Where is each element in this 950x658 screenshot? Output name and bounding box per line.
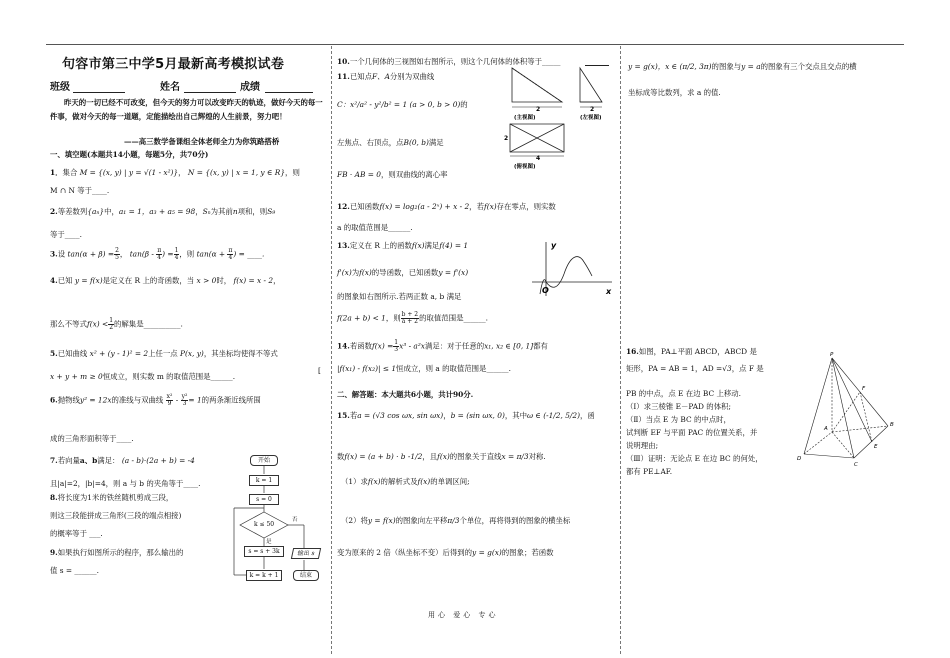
q1: 1．集合 M = {(x, y) | y = √(1 - x²)}， N = {(x, y) | x = 1, y ∈ R}，则 [50,168,300,177]
q11-eq: C：x²/a² - y²/b² = 1 (a > 0, b > 0)的 [337,100,468,109]
q9: 9.如果执行如图所示的程序，那么输出的 [50,548,184,557]
q1-set-n: N = {(x, y) | x = 1, y ∈ R} [187,168,286,177]
class-blank [73,92,125,93]
q9-line2: 值 s = ______. [50,566,99,575]
three-view-drawing [500,64,618,172]
q7-cond: 且|a|=2，|b|=4，则 a 与 b 的夹角等于____. [50,479,201,488]
view-side-label: (左视图) [580,115,602,121]
flow-start: 开始 [250,455,278,466]
q12-ask: a 的取值范围是______. [337,223,413,232]
pyramid-label-A: A [824,426,828,432]
q14: 14.若函数f(x) = $\frac{1}{3}$ x³ - a²x满足：对于任意的x₁, x₂ ∈ [0, 1]都有 [337,339,548,353]
q4: 4.已知 y = f(x)是定义在 R 上的奇函数，当 x > 0时， f(x) = x - 2， [50,276,281,285]
name-label: 姓名 [160,82,180,93]
motto-sign: ——高三数学备课组全体老师全力为你筑路搭桥 [124,137,280,146]
pyramid-label-P: P [830,352,834,358]
q15-continued-line2: 坐标成等比数列，求 a 的值. [628,88,721,97]
motto-text: 昨天的一切已经不可改变，但今天的努力可以改变昨天的轨迹，做好今天的每一件事，做对今天的每一道题，定能描绘出自己辉煌的人生前景，努力吧！ [50,98,323,121]
pyramid-label-B: B [890,422,894,428]
pyramid-label-F: F [862,386,866,392]
q6-ask: 成的三角形面积等于____. [50,434,134,443]
q16: 16.如图，PA⊥平面 ABCD，ABCD 是 [626,347,757,356]
q1-ask: M ∩ N 等于____. [50,186,110,195]
view-dim-top-h: 2 [504,135,509,142]
score-blank [265,92,313,93]
flow-body: s = s + 3k [244,546,284,557]
q15-part2-line2: 变为原来的 2 倍（纵坐标不变）后得到的y = g(x)的图象；若函数 [337,548,554,557]
class-label: 班级 [50,82,70,93]
view-dim-top-w: 4 [536,155,541,162]
score-label: 成绩 [240,82,260,93]
q16-part2-line3: 说明理由; [626,441,659,450]
flow-cond: k ≤ 50 [254,521,275,528]
view-dim-side: 2 [590,106,595,113]
derivative-graph [530,238,616,298]
q7: 7.若向量a、b满足： (a - b)·(2a + b) = -4 [50,456,195,465]
q15-part2: （2）将y = f(x)的图象向左平移π/3个单位，再将得到的图象的横坐标 [341,516,571,525]
column-divider-2 [620,46,621,654]
q5: 5.已知曲线 x² + (y - 1)² = 2上任一点 P(x, y)，其坐标均使得不等式 [50,349,278,358]
q11-line3: FB · AB = 0，则双曲线的离心率 [337,170,448,179]
q13-line4: f(2a + b) < 1，则 $\frac{b + 2}{a + 2}$ 的取值范围是______. [337,311,488,325]
q11-line2: 左焦点、右顶点，点B(0, b)满足 [337,138,444,147]
q13-line3: 的图象如右图所示.若两正数 a, b 满足 [337,292,462,301]
name-blank [184,92,236,93]
q3: 3.设 tan(α + β) = $\frac{2}{5}$ ， tan(β - $\frac{\pi}{4}$ ) = $\frac{1}{4}$ ，则 tan(α + $\frac{\pi}{4}$ ) = ____. [50,247,265,261]
q4-ask: 那么不等式f(x) < $\frac{1}{2}$ 的解集是__________. [50,317,183,331]
pyramid-figure [790,350,902,468]
q2-ask: 等于____. [50,230,82,239]
q1-set-m: M = {(x, y) | y = √(1 - x²)} [79,168,179,177]
graph-y-label: y [551,241,557,250]
top-rule [46,44,904,45]
page-footer: 用心 爱心 专心 [428,611,499,619]
q13-line2: f'(x)为f(x)的导函数，已知函数y = f'(x) [337,268,469,277]
flow-no: 否 [292,517,298,523]
q16-part3: （Ⅲ）证明：无论点 E 在边 BC 的何处， [626,454,763,463]
q16-line2: 矩形，PA = AB = 1，AD =√3，点 F 是 [626,364,764,373]
q8: 8.将长度为1米的铁丝随机剪成三段， [50,493,174,502]
view-dim-front: 2 [536,106,541,113]
view-front-label: (主视图) [514,115,536,121]
q16-part2-line2: 试判断 EF 与平面 PAC 的位置关系，并 [626,428,758,437]
view-top-label: (俯视图) [514,164,536,170]
section1-heading: 一、填空题(本题共14小题，每题5分，共70分) [50,150,209,159]
q12: 12.已知函数f(x) = log₂(a - 2ˣ) + x - 2，若f(x)存在零点，则实数 [337,202,556,211]
q16-line3: PB 的中点，点 E 在边 BC 上移动. [626,389,742,398]
pyramid-label-E: E [874,444,878,450]
q16-part2: （Ⅱ）当点 E 为 BC 的中点时， [626,415,731,424]
pyramid-label-D: D [797,456,802,462]
q11: 11.已知点F、A分别为双曲线 [337,72,435,81]
page-title: 句容市第三中学5月最新高考模拟试卷 [62,57,285,72]
q8-line2: 则这三段能拼成三角形(三段的端点相接) [50,511,182,520]
flow-end: 结束 [293,570,319,581]
section2-heading: 二、解答题：本大题共6小题，共计90分. [337,390,474,399]
flow-s0: s = 0 [249,494,279,505]
graph-x-label: x [606,287,612,296]
q15: 15.若a = (√3 cos ωx, sin ωx)，b = (sin ωx, 0)，其中ω ∈ (-1/2, 5/2)，函 [337,411,595,420]
q15-line2: 数f(x) = (a + b) · b -1/2，且f(x)的图象关于直线x = π/3对称. [337,452,546,461]
q10: 10.一个几何体的三视图如右图所示，则这个几何体的体积等于_____ [337,57,561,66]
column-divider-1 [331,46,332,654]
flow-yes: 是 [266,539,272,545]
q14-ask: |f(x₁) - f(x₂)| ≤ 1恒成立，则 a 的取值范围是______. [337,364,511,373]
q15-continued: y = g(x)，x ∈ (π/2, 3π)的图象与y = a的图象有三个交点且交点的横 [628,62,857,71]
q2: 2.等差数列{aₙ}中，a₁ = 1，a₃ + a₅ = 98，Sₙ为其前n项和，则S₉ [50,207,276,216]
q6: 6.抛物线y² = 12x的准线与双曲线 $\frac{\text{x²}}{9}$ - $\frac{\text{y²}}{3}$ = 1的两条渐近线所围 [50,393,261,407]
q8-line3: 的概率等于 ___. [50,529,103,538]
graph-origin-label: O [542,286,549,295]
q5-ask: x + y + m ≥ 0恒成立，则实数 m 的取值范围是______. [50,372,236,381]
flow-inc: k = k + 1 [246,570,282,581]
flow-k1: k = 1 [249,475,279,486]
q5-bracket: [ [318,366,321,375]
pyramid-label-C: C [854,462,858,468]
q16-part3-line2: 都有 PE⊥AF. [626,467,673,476]
q15-part1: （1）求f(x)的解析式及f(x)的单调区间; [341,477,470,486]
flow-output: 输出 s [291,548,321,559]
q13: 13.定义在 R 上的函数f(x)满足f(4) = 1 [337,241,469,250]
q16-part1: （Ⅰ）求三棱锥 E－PAD 的体积; [626,402,731,411]
